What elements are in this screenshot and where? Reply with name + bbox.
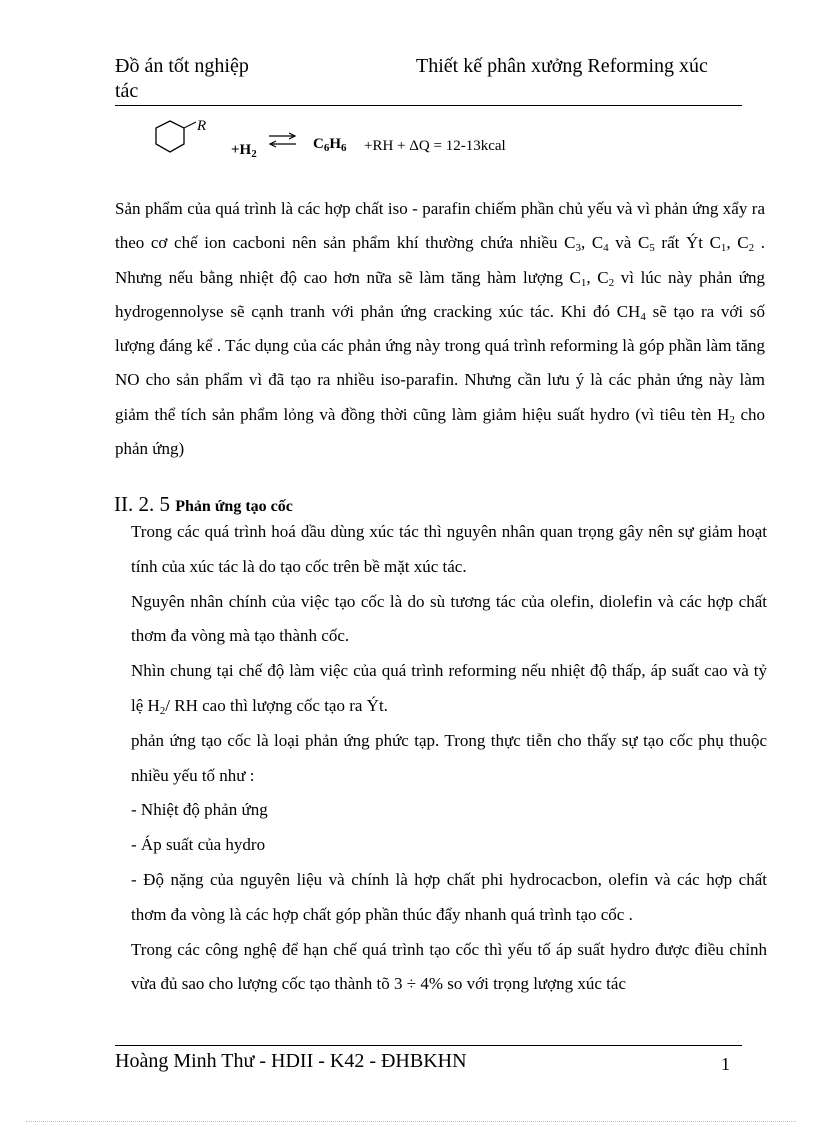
footer-rule [115, 1045, 742, 1046]
header-left: Đồ án tốt nghiệp [115, 55, 249, 77]
section-number: II. 2. 5 [114, 492, 170, 516]
section-body [131, 515, 767, 1002]
substituent-r: R [197, 118, 207, 134]
section-title: Phản ứng tạo cốc [175, 498, 293, 515]
equation-tail: +RH + ΔQ = 12-13kcal [364, 138, 506, 154]
body-paragraph: Nhìn chung tại chế độ làm việc của quá trình reforming nếu nhiệt độ thấp, áp suất cao và tỷ lệ $H_2/$ RH cao thì lượng cốc tạo ra Ýt. [131, 661, 767, 717]
page-edge-divider [26, 1121, 796, 1122]
bullet-item: - Áp suất của hydro [131, 835, 266, 855]
reaction-equation [150, 114, 570, 160]
bullet-item: - Nhiệt độ phản ứng [131, 800, 268, 820]
body-paragraph: Trong các công nghệ để hạn chế quá trình tạo cốc thì yếu tố áp suất hydro được điều chỉnh vừa đủ sao cho lượng cốc tạo thành tõ 3 ÷ 4% so với trọng lượng xúc tác [131, 939, 767, 994]
header-continuation: tác [115, 80, 139, 102]
bullet-item: - Độ nặng của nguyên liệu và chính là hợp chất phi hydrocacbon, olefin và các hợp chất thơm đa vòng là các hợp chất góp phần thúc đẩy nhanh quá trình tạo cốc . [131, 869, 767, 924]
body-paragraph: Trong các quá trình hoá dầu dùng xúc tác thì nguyên nhân quan trọng gây nên sự giảm hoạt tính của xúc tác là do tạo cốc trên bề mặt xúc tác. [131, 522, 767, 576]
hydrogen-reactant: $+H_2$ [231, 142, 257, 160]
benzene-product: $C_6H_6$ [313, 136, 347, 154]
header-rule [115, 105, 742, 106]
footer-author: Hoàng Minh Thư - HDII - K42 - ĐHBKHN [115, 1050, 467, 1072]
body-paragraph: phản ứng tạo cốc là loại phản ứng phức tạp. Trong thực tiễn cho thấy sự tạo cốc phụ thuộc nhiều yếu tố như : [131, 730, 767, 785]
body-paragraph: Nguyên nhân chính của việc tạo cốc là do sù tương tác của olefin, diolefin và các hợp chất thơm đa vòng mà tạo thành cốc. [131, 591, 767, 646]
paragraph-isoparafin: Sản phẩm của quá trình là các hợp chất iso - parafin chiếm phần chủ yếu và vì phản ứng xẩy ra theo cơ chế ion cacboni nên sản phẩm khí thường chứa nhiều $C_3$, $C_4$ và $C_5$ rất Ýt $C_1$, $C_2$ . Nhưng nếu bằng nhiệt độ cao hơn nữa sẽ làm tăng hàm lượng $C_1$, $C_2$ vì lúc này phản ứng hydrogennolyse sẽ cạnh tranh với phản ứng cracking xúc tác. Khi đó $CH_4$ sẽ tạo ra với số lượng đáng kể . Tác dụng của các phản ứng này trong quá trình reforming là góp phần làm tăng NO cho sản phẩm vì đã tạo ra nhiều iso-parafin. Nhưng cần lưu ý là các phản ứng này làm giảm thể tích sản phẩm lỏng và đồng thời cũng làm giảm hiệu suất hydro (vì tiêu tèn $H_2$ cho phản ứng) [115, 199, 766, 459]
header-right: Thiết kế phân xưởng Reforming xúc [416, 55, 708, 77]
page-number: 1 [721, 1054, 730, 1074]
equilibrium-arrows-icon [268, 132, 298, 150]
